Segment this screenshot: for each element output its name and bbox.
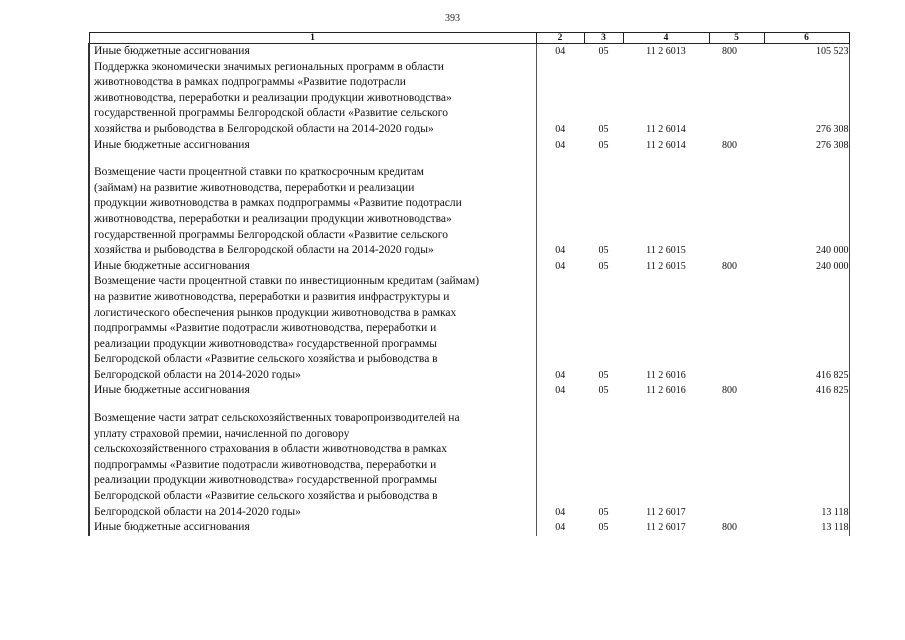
column-header-1: 1 [89,33,536,44]
row-expense-type [709,165,764,259]
row-subsection: 05 [598,46,609,57]
row-section: 04 [555,139,566,151]
row-section: 04 [555,46,566,57]
row-target-article: 11 2 6013 [646,46,686,57]
table-row [89,520,849,536]
row-amount: 13 118 [764,520,849,536]
spacer-cell [764,399,849,411]
row-subsection: 05 [598,385,609,397]
row-description: Иные бюджетные ассигнования [89,44,536,60]
column-header-3: 3 [584,33,623,44]
table-row [89,138,849,154]
table-header-row [89,33,849,44]
row-expense-type: 800 [722,260,737,272]
spacer-cell [89,153,536,165]
spacer-row [89,399,849,411]
row-description: Иные бюджетные ассигнования [89,383,536,399]
row-expense-type [709,274,764,383]
row-subsection: 05 [598,260,609,272]
table-row [89,44,849,60]
row-target-article: 11 2 6015 [646,260,686,272]
row-target-article: 11 2 6017 [646,506,686,518]
budget-table [88,32,850,536]
row-expense-type: 800 [722,385,737,397]
row-subsection: 05 [598,369,609,381]
row-section: 04 [555,123,566,135]
column-header-2: 2 [536,33,584,44]
row-expense-type [709,60,764,138]
row-subsection: 05 [598,245,609,257]
row-subsection: 05 [598,123,609,135]
table-row [89,274,849,383]
row-amount: 240 000 [764,165,849,259]
row-expense-type [709,411,764,520]
row-description: Возмещение части процентной ставки по инвестиционным кредитам (займам) на развитие животноводства, переработки и развития инфраструктуры и логистического обеспечения рынков продукции животноводства в рамках подпрограммы «Развитие подотрасли животноводства, переработки и реализации продукции животноводства» государственной программы Белгородской области «Развитие сельского хозяйства и рыбоводства в Белгородской области на 2014-2020 годы» [89,274,536,383]
row-section: 04 [555,506,566,518]
row-section: 04 [555,522,566,534]
row-section: 04 [555,369,566,381]
row-amount: 276 308 [764,138,849,154]
row-section: 04 [555,260,566,272]
row-amount: 105 523 [764,44,849,60]
row-subsection: 05 [598,522,609,534]
row-amount: 416 825 [764,274,849,383]
row-target-article: 11 2 6014 [646,123,686,135]
row-description: Возмещение части процентной ставки по краткосрочным кредитам (займам) на развитие животноводства, переработки и реализации продукции животноводства в рамках подпрограммы «Развитие подотрасли животноводства, переработки и реализации продукции животноводства» государственной программы Белгородской области «Развитие сельского хозяйства и рыбоводства в Белгородской области на 2014-2020 годы» [89,165,536,259]
table-row [89,411,849,520]
spacer-row [89,153,849,165]
row-target-article: 11 2 6016 [646,369,686,381]
column-header-6: 6 [764,33,849,44]
row-section: 04 [555,385,566,397]
row-description: Поддержка экономически значимых региональных программ в области животноводства в рамках подпрограммы «Развитие подотрасли животноводства, переработки и реализации продукции животноводства» государственной программы Белгородской области «Развитие сельского хозяйства и рыбоводства в Белгородской области на 2014-2020 годы» [89,60,536,138]
row-target-article: 11 2 6017 [646,522,686,534]
spacer-cell [764,153,849,165]
column-header-5: 5 [709,33,764,44]
row-description: Возмещение части затрат сельскохозяйственных товаропроизводителей на уплату страховой премии, начисленной по договору сельскохозяйственного страхования в области животноводства в рамках подпрограммы «Развитие подотрасли животноводства, переработки и реализации продукции животноводства» государственной программы Белгородской области «Развитие сельского хозяйства и рыбоводства в Белгородской области на 2014-2020 годы» [89,411,536,520]
row-amount: 276 308 [764,60,849,138]
row-amount: 13 118 [764,411,849,520]
row-amount: 240 000 [764,259,849,275]
table-row [89,60,849,138]
row-subsection: 05 [598,506,609,518]
row-section: 04 [555,245,566,257]
table-row [89,259,849,275]
row-description: Иные бюджетные ассигнования [89,520,536,536]
row-description: Иные бюджетные ассигнования [89,138,536,154]
spacer-cell [89,399,536,411]
row-amount: 416 825 [764,383,849,399]
row-expense-type: 800 [722,46,737,57]
table-row [89,165,849,259]
row-target-article: 11 2 6016 [646,385,686,397]
row-expense-type: 800 [722,139,737,151]
column-header-4: 4 [623,33,709,44]
page-number: 393 [445,13,460,24]
row-description: Иные бюджетные ассигнования [89,259,536,275]
row-expense-type: 800 [722,522,737,534]
table-row [89,383,849,399]
row-subsection: 05 [598,139,609,151]
row-target-article: 11 2 6015 [646,245,686,257]
row-target-article: 11 2 6014 [646,139,686,151]
